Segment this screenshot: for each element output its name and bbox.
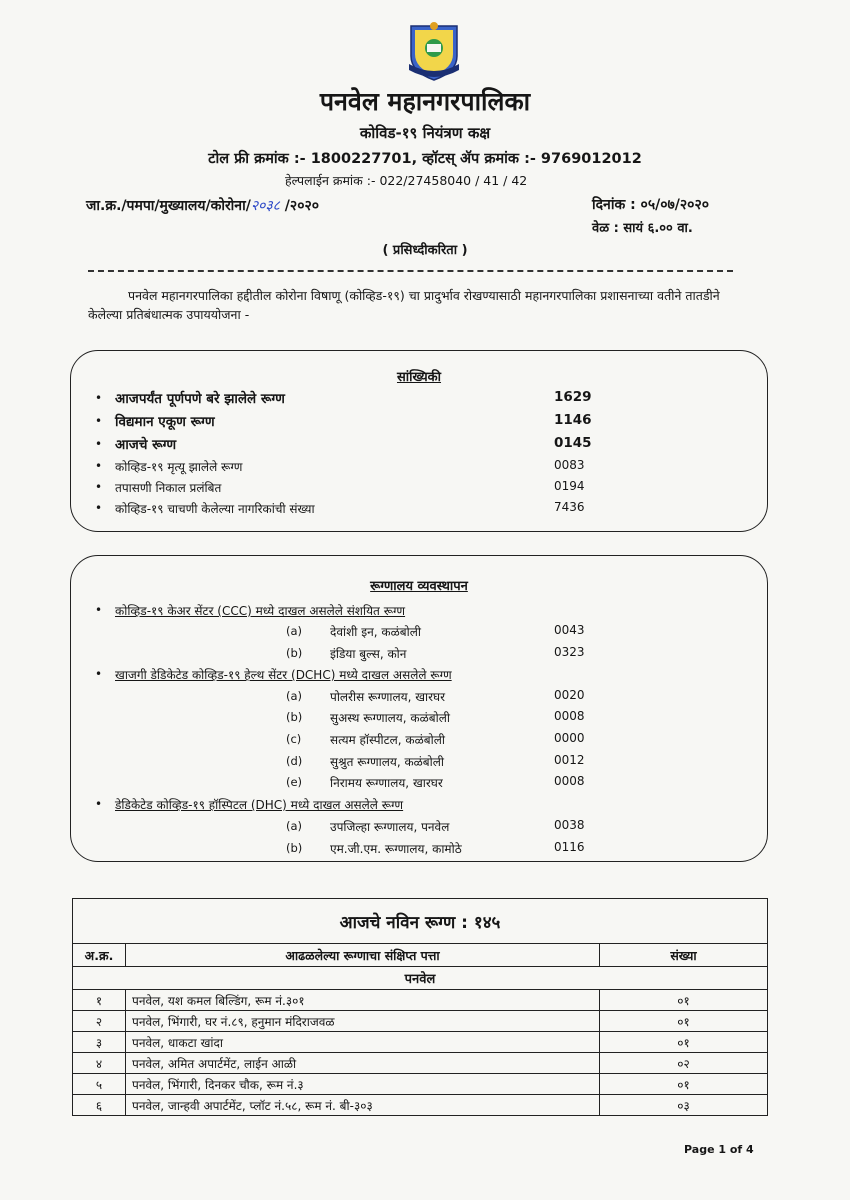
dhc-b-name: एम.जी.एम. रूग्णालय, कामोठे bbox=[330, 842, 462, 856]
ref-prefix: जा.क्र./पमपा/मुख्यालय/कोरोना/ bbox=[86, 198, 251, 214]
row-count: ०१ bbox=[600, 1032, 768, 1053]
row-count: ०१ bbox=[600, 1011, 768, 1032]
new-cases-table bbox=[72, 898, 768, 1116]
stat-value-tested: 7436 bbox=[554, 500, 585, 514]
dashed-divider bbox=[88, 270, 733, 272]
group-dchc-label bbox=[115, 666, 452, 683]
dhc-b-letter: (b) bbox=[286, 841, 303, 855]
statistics-heading: सांख्यिकी bbox=[396, 370, 442, 385]
reference-number bbox=[86, 196, 319, 215]
page-number: Page 1 of 4 bbox=[684, 1143, 754, 1156]
dchc-d-name: सुश्रुत रूग्णालय, कळंबोली bbox=[330, 755, 445, 769]
table-row bbox=[73, 1095, 768, 1116]
time-line: वेळ : सायं ६.०० वा. bbox=[592, 221, 693, 236]
section-panvel: पनवेल bbox=[73, 967, 768, 990]
table-header-row bbox=[73, 944, 768, 967]
row-count: ०१ bbox=[600, 1074, 768, 1095]
stat-label-pending: तपासणी निकाल प्रलंबित bbox=[115, 481, 222, 495]
dchc-e-name: निरामय रूग्णालय, खारघर bbox=[330, 776, 443, 790]
dhc-a-name: उपजिल्हा रूग्णालय, पनवेल bbox=[330, 820, 450, 834]
table-row bbox=[73, 1053, 768, 1074]
column-header-no: अ.क्र. bbox=[73, 944, 126, 967]
helpline-line: हेल्पलाईन क्रमांक :- 022/27458040 / 41 / 42 bbox=[285, 173, 528, 188]
row-address: पनवेल, अमित अपार्टमेंट, लाईन आळी bbox=[126, 1053, 600, 1074]
bullet-icon: • bbox=[95, 797, 103, 811]
row-no: १ bbox=[73, 990, 126, 1011]
table-row bbox=[73, 1032, 768, 1053]
municipal-logo-icon bbox=[405, 20, 463, 84]
stat-value-recovered: 1629 bbox=[554, 389, 592, 405]
dhc-a-value: 0038 bbox=[554, 818, 585, 832]
row-address: पनवेल, भिंगारी, घर नं.८९, हनुमान मंदिराजवळ bbox=[126, 1011, 600, 1032]
ccc-a-value: 0043 bbox=[554, 623, 585, 637]
hospital-heading: रूग्णालय व्यवस्थापन bbox=[370, 579, 468, 594]
group-ccc-text: कोव्हिड-१९ केअर सेंटर (CCC) मध्ये दाखल असलेले संशयित रूग्ण bbox=[115, 604, 406, 618]
statistics-box bbox=[70, 350, 768, 532]
column-header-count: संख्या bbox=[600, 944, 768, 967]
dchc-a-value: 0020 bbox=[554, 688, 585, 702]
row-address: पनवेल, जान्हवी अपार्टमेंट, प्लॉट नं.५८, रूम नं. बी-३०३ bbox=[126, 1095, 600, 1116]
table-row bbox=[73, 1011, 768, 1032]
dhc-b-value: 0116 bbox=[554, 840, 585, 854]
stat-value-today: 0145 bbox=[554, 435, 592, 451]
dchc-b-value: 0008 bbox=[554, 709, 585, 723]
stat-value-deaths: 0083 bbox=[554, 458, 585, 472]
page-subtitle: कोविड-१९ नियंत्रण कक्ष bbox=[359, 124, 491, 142]
dchc-d-letter: (d) bbox=[286, 754, 303, 768]
row-no: ४ bbox=[73, 1053, 126, 1074]
row-count: ०३ bbox=[600, 1095, 768, 1116]
dchc-d-value: 0012 bbox=[554, 753, 585, 767]
row-no: ३ bbox=[73, 1032, 126, 1053]
bullet-icon: • bbox=[95, 459, 103, 473]
stat-label-tested: कोव्हिड-१९ चाचणी केलेल्या नागरिकांची संख्या bbox=[115, 502, 315, 516]
row-no: ६ bbox=[73, 1095, 126, 1116]
bullet-icon: • bbox=[95, 414, 103, 428]
stat-label-today: आजचे रूग्ण bbox=[115, 437, 177, 453]
ccc-a-name: देवांशी इन, कळंबोली bbox=[330, 625, 421, 639]
group-dhc-label bbox=[115, 796, 403, 813]
dchc-b-name: सुअस्थ रूग्णालय, कळंबोली bbox=[330, 711, 450, 725]
stat-value-active: 1146 bbox=[554, 412, 592, 428]
stat-value-pending: 0194 bbox=[554, 479, 585, 493]
column-header-address: आढळलेल्या रूग्णाचा संक्षिप्त पत्ता bbox=[126, 944, 600, 967]
ccc-b-value: 0323 bbox=[554, 645, 585, 659]
ref-handwritten-number: २०३८ bbox=[250, 198, 280, 214]
bullet-icon: • bbox=[95, 501, 103, 515]
bullet-icon: • bbox=[95, 391, 103, 405]
table-section-row bbox=[73, 967, 768, 990]
bullet-icon: • bbox=[95, 603, 103, 617]
intro-paragraph: पनवेल महानगरपालिका हद्दीतील कोरोना विषाणू (कोव्हिड-१९) चा प्रादुर्भाव रोखण्यासाठी महानगरपालिका प्रशासनाच्या वतीने तातडीने केलेल्या प्रतिबंधात्मक उपाययोजना - bbox=[88, 288, 720, 322]
ccc-b-letter: (b) bbox=[286, 646, 303, 660]
dhc-a-letter: (a) bbox=[286, 819, 303, 833]
stat-label-recovered: आजपर्यंत पूर्णपणे बरे झालेले रूग्ण bbox=[115, 391, 285, 407]
group-dhc-text: डेडिकेटेड कोव्हिड-१९ हॉस्पिटल (DHC) मध्ये दाखल असलेले रूग्ण bbox=[115, 798, 404, 812]
row-address: पनवेल, धाकटा खांदा bbox=[126, 1032, 600, 1053]
dchc-e-letter: (e) bbox=[286, 775, 303, 789]
row-no: ५ bbox=[73, 1074, 126, 1095]
ccc-a-letter: (a) bbox=[286, 624, 303, 638]
table-caption-row bbox=[73, 899, 768, 944]
row-no: २ bbox=[73, 1011, 126, 1032]
stat-label-active: विद्यमान एकूण रूग्ण bbox=[115, 414, 215, 430]
toll-free-line: टोल फ्री क्रमांक :- 1800227701, व्हॉटस् ॲप क्रमांक :- 9769012012 bbox=[208, 151, 642, 167]
page-title: पनवेल महानगरपालिका bbox=[319, 87, 531, 116]
dchc-c-value: 0000 bbox=[554, 731, 585, 745]
ccc-b-name: इंडिया बुल्स, कोन bbox=[330, 647, 407, 661]
ref-suffix: /२०२० bbox=[279, 198, 320, 214]
table-row bbox=[73, 990, 768, 1011]
row-address: पनवेल, यश कमल बिल्डिंग, रूम नं.३०१ bbox=[126, 990, 600, 1011]
dchc-b-letter: (b) bbox=[286, 710, 303, 724]
bullet-icon: • bbox=[95, 480, 103, 494]
dchc-a-letter: (a) bbox=[286, 689, 303, 703]
date-line: दिनांक : ०५/०७/२०२० bbox=[592, 197, 710, 213]
bullet-icon: • bbox=[95, 437, 103, 451]
new-cases-title: आजचे नविन रूग्ण : १४५ bbox=[73, 899, 768, 944]
bullet-icon: • bbox=[95, 667, 103, 681]
table-row bbox=[73, 1074, 768, 1095]
dchc-c-name: सत्यम हॉस्पीटल, कळंबोली bbox=[330, 733, 445, 747]
hospital-management-box bbox=[70, 555, 768, 862]
stat-label-deaths: कोव्हिड-१९ मृत्यू झालेले रूग्ण bbox=[115, 460, 243, 474]
dchc-a-name: पोलरीस रूग्णालय, खारघर bbox=[330, 690, 446, 704]
row-address: पनवेल, भिंगारी, दिनकर चौक, रूम नं.३ bbox=[126, 1074, 600, 1095]
dchc-e-value: 0008 bbox=[554, 774, 585, 788]
press-release-label: ( प्रसिध्दीकरिता ) bbox=[382, 243, 468, 258]
row-count: ०१ bbox=[600, 990, 768, 1011]
row-count: ०२ bbox=[600, 1053, 768, 1074]
group-ccc-label bbox=[115, 602, 405, 619]
group-dchc-text: खाजगी डेडिकेटेड कोव्हिड-१९ हेल्थ सेंटर (DCHC) मध्ये दाखल असलेले रूग्ण bbox=[115, 668, 452, 682]
dchc-c-letter: (c) bbox=[286, 732, 302, 746]
